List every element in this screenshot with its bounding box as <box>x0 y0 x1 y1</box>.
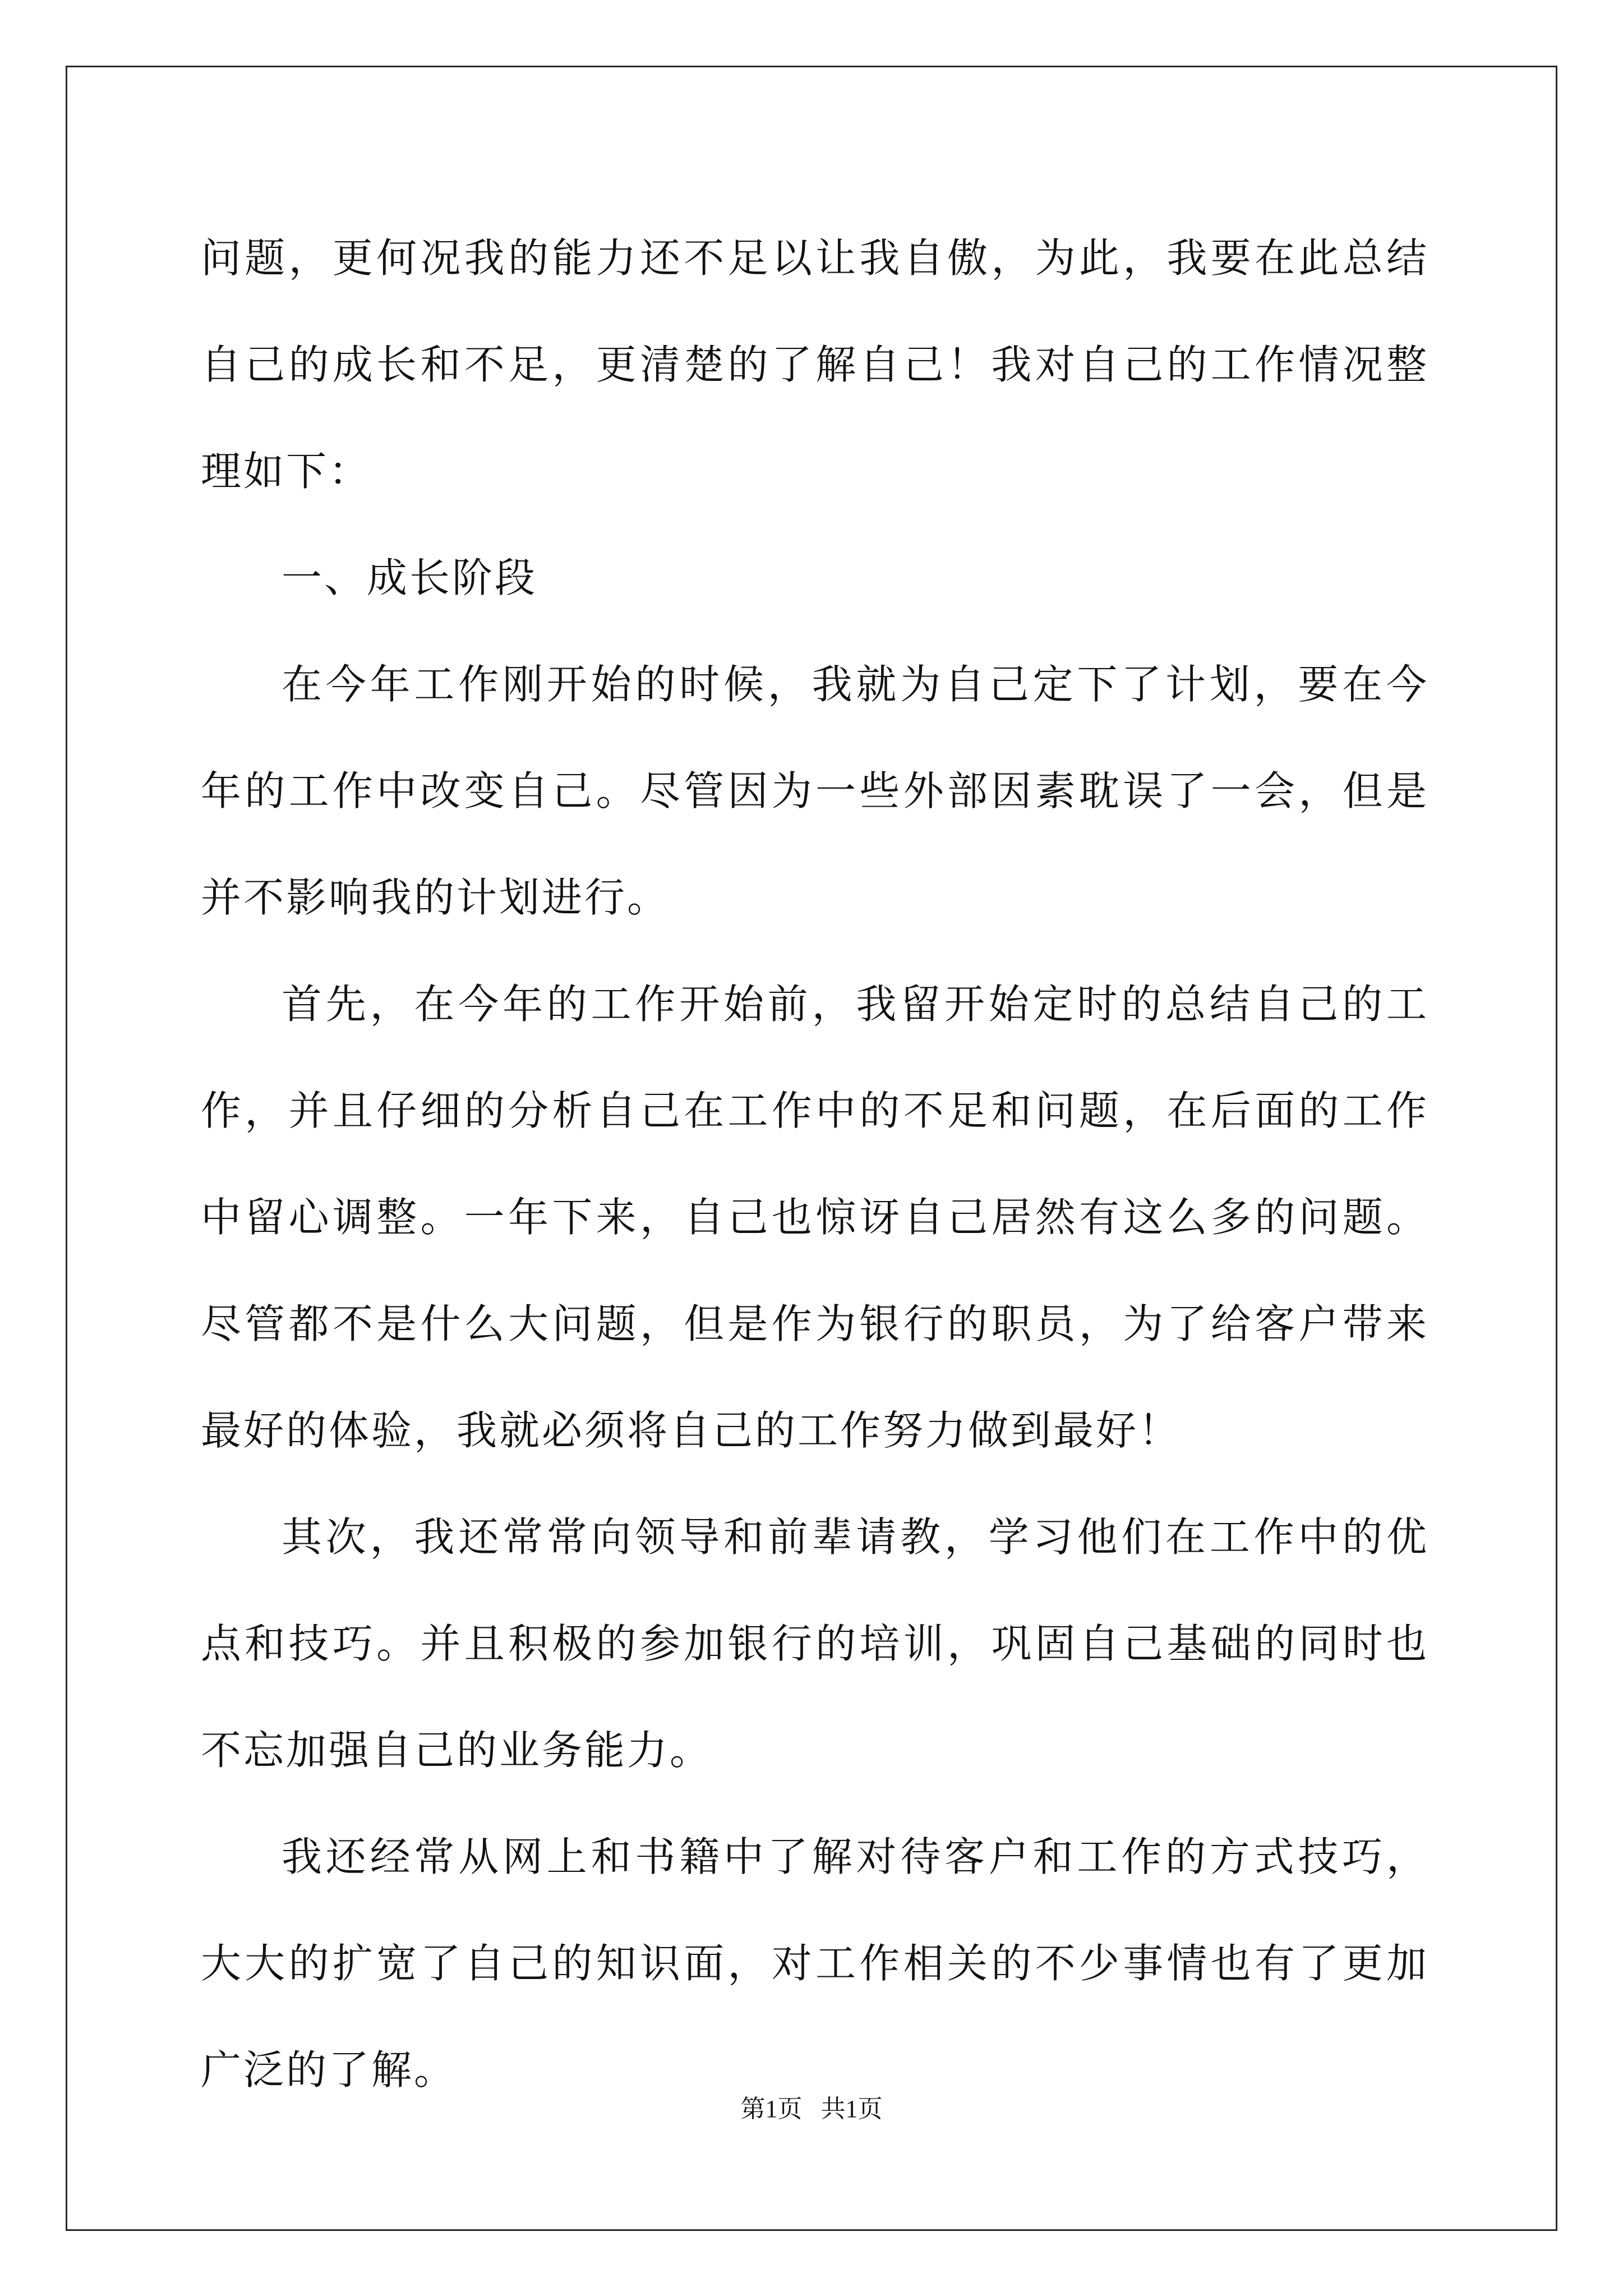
paragraph-1: 问题，更何况我的能力还不足以让我自傲，为此，我要在此总结自己的成长和不足，更清楚的了解自己！我对自己的工作情况整理如下： <box>201 234 1429 495</box>
paragraph-3: 首先，在今年的工作开始前，我留开始定时的总结自己的工作，并且仔细的分析自己在工作中的不足和问题，在后面的工作中留心调整。一年下来，自己也惊讶自己居然有这么多的问题。尽管都不是什么大问题，但是作为银行的职员，为了给客户带来最好的体验，我就必须将自己的工作努力做到最好！ <box>201 981 1429 1454</box>
paragraph-5: 我还经常从网上和书籍中了解对待客户和工作的方式技巧，大大的扩宽了自己的知识面，对工作相关的不少事情也有了更加广泛的了解。 <box>201 1833 1429 2093</box>
section-heading-growth-stage: 一、成长阶段 <box>282 554 538 601</box>
paragraph-4: 其次，我还常常向领导和前辈请教，学习他们在工作中的优点和技巧。并且积极的参加银行的培训，巩固自己基础的同时也不忘加强自己的业务能力。 <box>201 1513 1429 1774</box>
page-footer <box>0 2092 1623 2126</box>
document-body <box>201 205 1429 2123</box>
page-number: 第1页 共1页 <box>740 2095 883 2123</box>
paragraph-2: 在今年工作刚开始的时候，我就为自己定下了计划，要在今年的工作中改变自己。尽管因为一些外部因素耽误了一会，但是并不影响我的计划进行。 <box>201 661 1429 921</box>
